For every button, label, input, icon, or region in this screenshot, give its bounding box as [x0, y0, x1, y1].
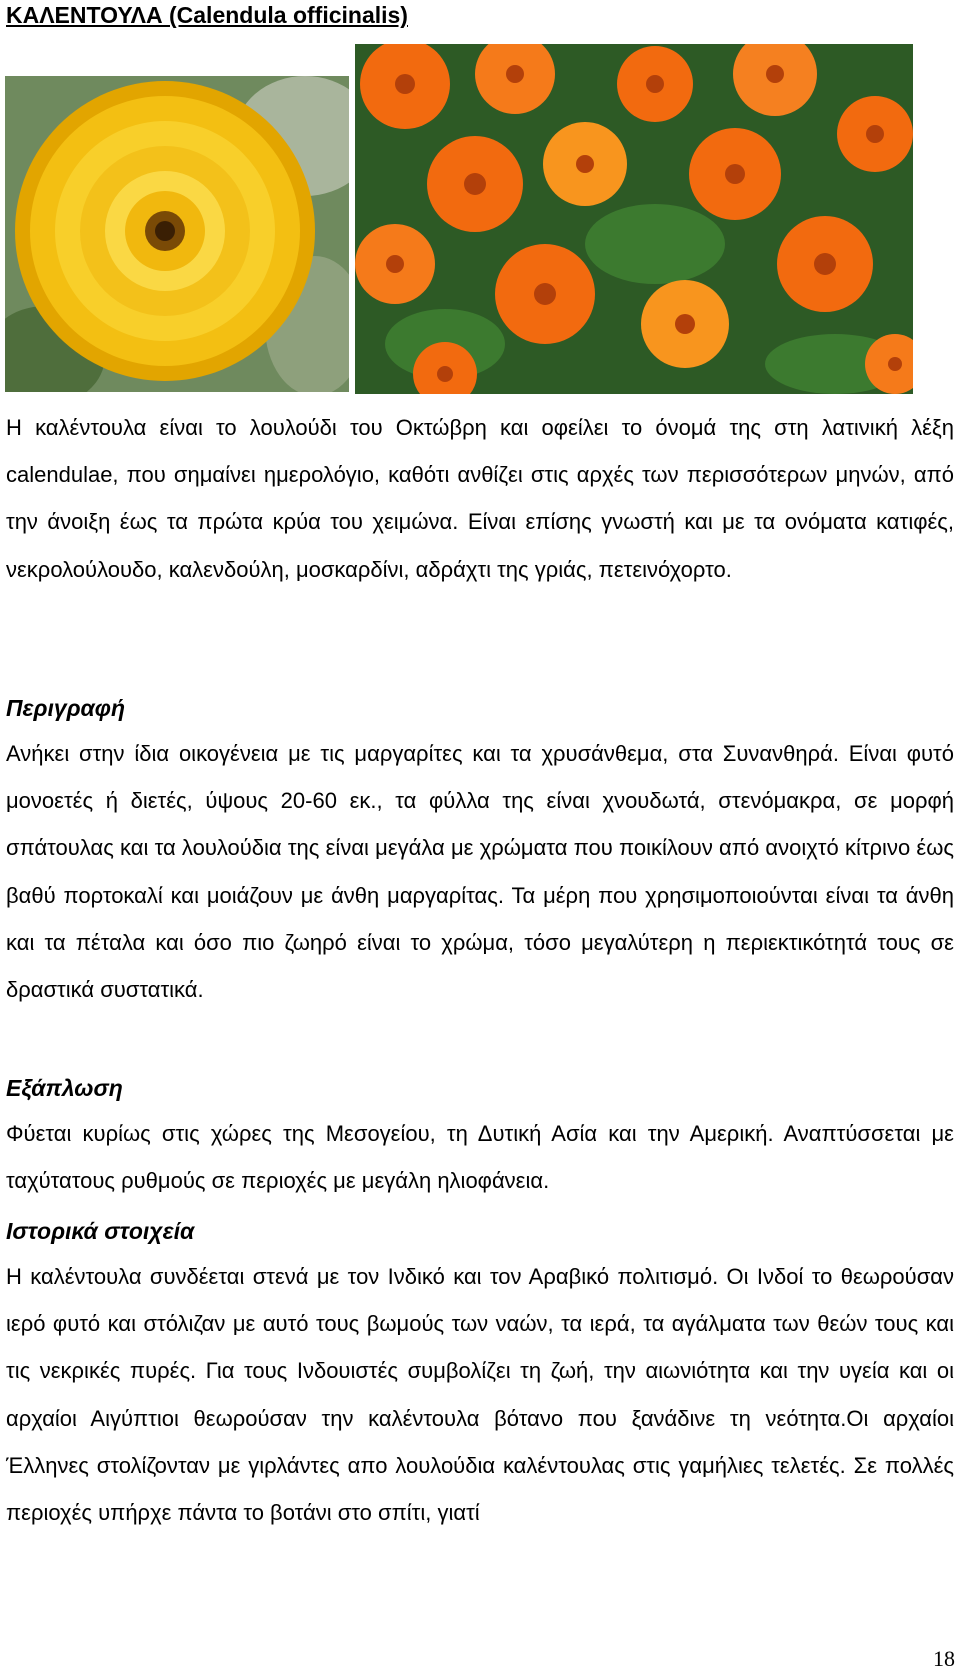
yellow-calendula-photo: [5, 76, 349, 392]
orange-calendula-photo: [355, 44, 913, 394]
page-title: ΚΑΛΕΝΤΟΥΛΑ (Calendula officinalis): [6, 2, 408, 28]
distribution-heading: Εξάπλωση: [6, 1075, 123, 1101]
page-number: 18: [933, 1646, 955, 1671]
distribution-paragraph: Φύεται κυρίως στις χώρες της Μεσογείου, τη Δυτική Ασία και την Αμερική. Αναπτύσσεται με ταχύτατους ρυθμούς σε περιοχές με μεγάλη ηλιοφάνεια.: [6, 1121, 954, 1194]
history-paragraph: Η καλέντουλα συνδέεται στενά με τον Ινδικό και τον Αραβικό πολιτισμό. Οι Ινδοί το θεωρούσαν ιερό φυτό και στόλιζαν με αυτό τους βωμούς των ναών, τα ιερά, τα αγάλματα των θεών τους και τις νεκρικές πυρές. Για τους Ινδουιστές συμβολίζει τη ζωή, την αιωνιότητα και την υγεία και οι αρχαίοι Αιγύπτιοι θεωρούσαν την καλέντουλα βότανο που ξανάδινε τη νεότητα.Οι αρχαίοι Έλληνες στολίζονταν με γιρλάντες απο λουλούδια καλέντουλας στις γαμήλιες τελετές. Σε πολλές περιοχές υπήρχε πάντα το βοτάνι στο σπίτι, γιατί: [6, 1264, 954, 1526]
description-heading: Περιγραφή: [6, 695, 126, 721]
history-heading: Ιστορικά στοιχεία: [6, 1218, 195, 1244]
intro-paragraph: Η καλέντουλα είναι το λουλούδι του Οκτώβρη και οφείλει το όνομά της στη λατινική λέξη calendulae, που σημαίνει ημερολόγιο, καθότι ανθίζει στις αρχές των περισσότερων μηνών, από την άνοιξη έως τα πρώτα κρύα του χειμώνα. Είναι επίσης γνωστή και με τα ονόματα κατιφές, νεκρολούλουδο, καλενδούλη, μοσκαρδίνι, αδράχτι της γριάς, πετεινόχορτο.: [6, 415, 954, 582]
description-paragraph: Ανήκει στην ίδια οικογένεια με τις μαργαρίτες και τα χρυσάνθεμα, στα Συνανθηρά. Είναι φυτό μονοετές ή διετές, ύψους 20-60 εκ., τα φύλλα της είναι χνουδωτά, στενόμακρα, σε μορφή σπάτουλας και τα λουλούδια της είναι μεγάλα με χρώματα που ποικίλουν από ανοιχτό κίτρινο έως βαθύ πορτοκαλί και μοιάζουν με άνθη μαργαρίτας. Τα μέρη που χρησιμοποιούνται είναι τα άνθη και τα πέταλα και όσο πιο ζωηρό είναι το χρώμα, τόσο μεγαλύτερη η περιεκτικότητά τους σε δραστικά συστατικά.: [6, 741, 954, 1003]
